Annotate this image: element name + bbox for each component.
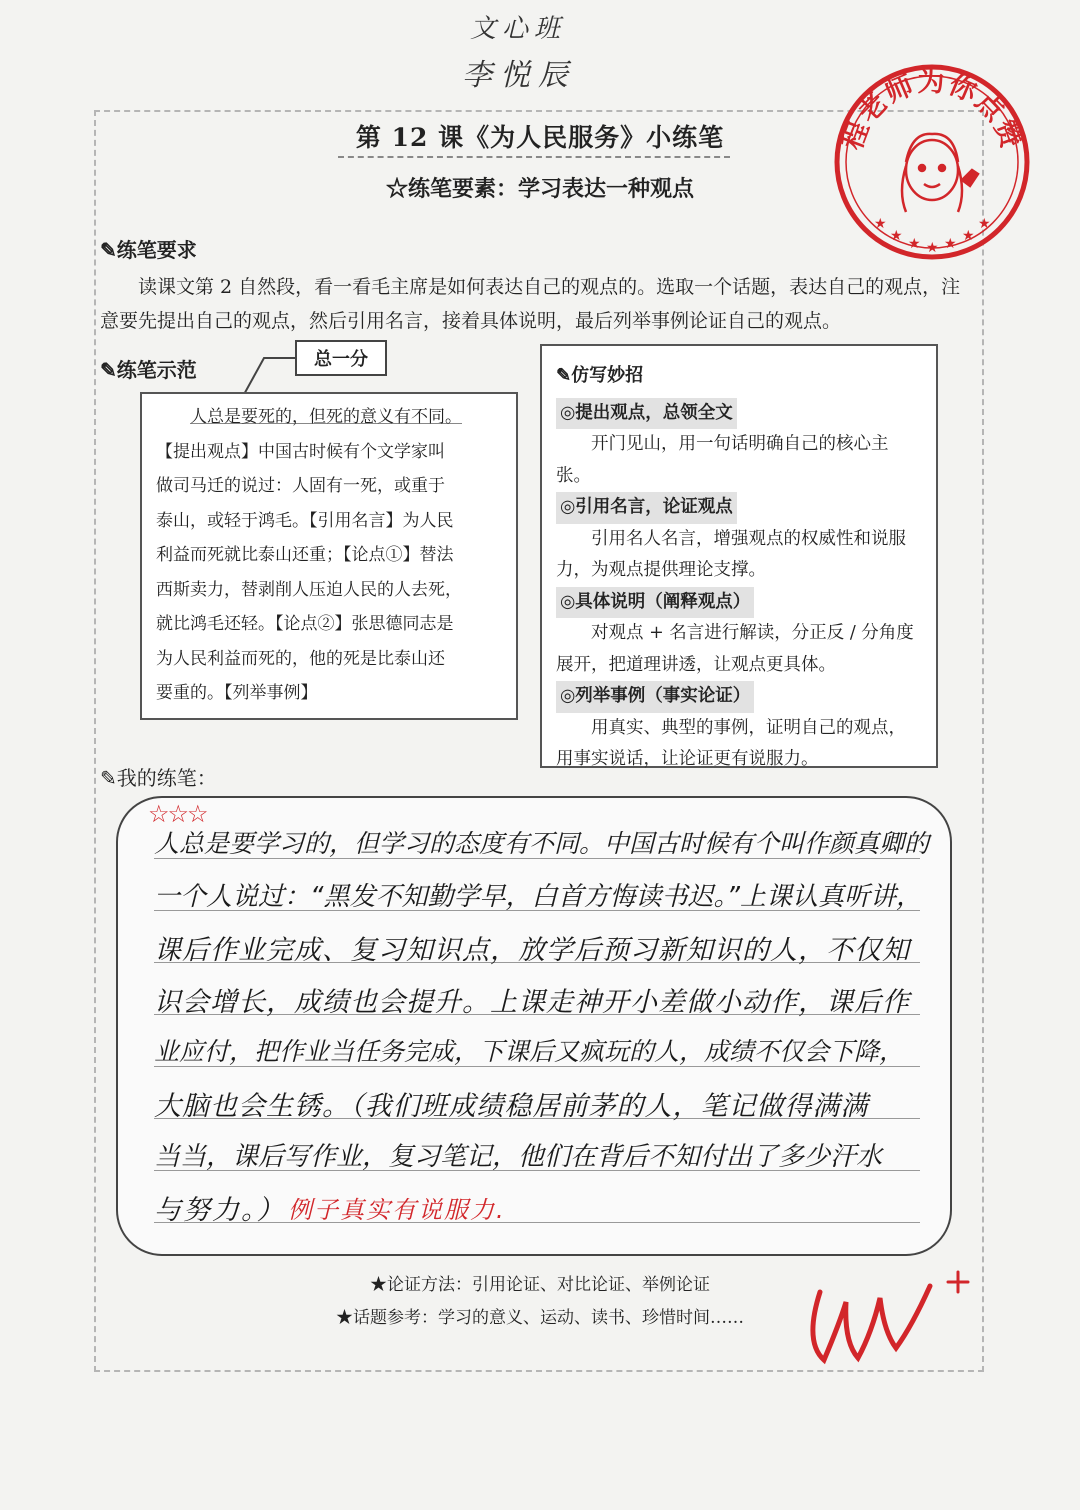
topic-reference: ★话题参考：学习的意义、运动、读书、珍惜时间…… — [336, 1308, 744, 1328]
handwritten-line: 业应付，把作业当任务完成，下课后又疯玩的人，成绩不仅会下降， — [154, 1037, 905, 1066]
student-name: 李悦辰 — [462, 58, 576, 93]
handwritten-line: 识会增长，成绩也会提升。上课走神开小差做小动作，课后作 — [154, 987, 910, 1018]
writing-box — [116, 796, 952, 1256]
teacher-comment: 例子真实有说服力. — [288, 1196, 506, 1224]
worksheet-title: 第 12 课《为人民服务》小练笔 — [355, 123, 725, 152]
sample-line: 【提出观点】中国古时候有个文学家叫 — [156, 441, 445, 462]
tip-body: 开门见山，用一句话明确自己的核心主张。 — [556, 434, 889, 486]
class-name: 文心班 — [470, 14, 567, 44]
sample-heading: ✎练笔示范 — [100, 358, 197, 382]
sample-line: 西斯卖力，替剥削人压迫人民的人去死， — [156, 579, 462, 600]
handwritten-line: 当当，课后写作业，复习笔记，他们在背后不知付出了多少汗水 — [154, 1142, 883, 1172]
handwritten-line: 大脑也会生锈。（我们班成绩稳居前茅的人，笔记做得满满 — [154, 1091, 869, 1122]
svg-text:★: ★ — [908, 236, 921, 252]
teacher-stars: ☆☆☆ — [148, 800, 207, 828]
svg-text:★: ★ — [890, 228, 903, 244]
tip-title: ◎提出观点，总领全文 — [556, 398, 737, 430]
tip-body: 引用名人名言，增强观点的权威性和说服力，为观点提供理论支撑。 — [556, 528, 906, 580]
praise-stamp — [832, 62, 1032, 262]
tip-title: ◎引用名言，论证观点 — [556, 492, 737, 524]
tip-title: ◎列举事例（事实论证） — [556, 681, 754, 713]
sample-line: 就比鸿毛还轻。【论点②】张思德同志是 — [156, 614, 454, 634]
structure-callout: 总一分 — [295, 340, 387, 376]
svg-text:★: ★ — [962, 228, 975, 244]
my-writing-heading: ✎我的练笔： — [100, 766, 217, 790]
tip-body: 对观点 + 名言进行解读，分正反 / 分角度展开，把道理讲透，让观点更具体。 — [556, 623, 914, 675]
tips-heading: ✎仿写妙招 — [556, 365, 644, 386]
svg-text:★: ★ — [874, 216, 887, 232]
sample-line: 为人民利益而死的，他的死是比泰山还 — [156, 648, 445, 669]
tip-body: 用真实、典型的事例，证明自己的观点，用事实说话，让论证更有说服力。 — [556, 717, 906, 769]
tip-title: ◎具体说明（阐释观点） — [556, 587, 754, 619]
handwritten-line: 课后作业完成、复习知识点，放学后预习新知识的人，不仅知 — [154, 935, 910, 966]
sample-line: 人总是要死的，但死的意义有不同。 — [190, 407, 462, 427]
sample-box — [140, 392, 518, 720]
worksheet-subtitle: ☆练笔要素：学习表达一种观点 — [385, 176, 694, 202]
requirements-heading: ✎练笔要求 — [100, 238, 197, 262]
grade-text — [800, 1262, 802, 1263]
argument-methods: ★论证方法：引用论证、对比论证、举例论证 — [370, 1275, 710, 1295]
svg-text:程老师为你点赞: 程老师为你点赞 — [837, 67, 1027, 154]
tips-box — [540, 344, 938, 768]
requirements-body: 读课文第 2 自然段，看一看毛主席是如何表达自己的观点的。选取一个话题，表达自己的观点，注意要先提出自己的观点，然后引用名言，接着具体说明，最后列举事例论证自己的观点。 — [100, 276, 961, 332]
svg-text:★: ★ — [944, 236, 957, 252]
svg-text:★: ★ — [926, 240, 939, 256]
sample-line: 利益而死就比泰山还重；【论点①】替法 — [156, 545, 454, 565]
handwritten-line: 人总是要学习的，但学习的态度有不同。中国古时候有个叫作颜真卿的 — [154, 829, 930, 858]
sample-line: 要重的。【列举事例】 — [156, 683, 318, 703]
svg-text:★: ★ — [978, 216, 991, 232]
handwritten-line: 与努力。） — [154, 1195, 286, 1226]
sample-line: 泰山，或轻于鸿毛。【引用名言】为人民 — [156, 510, 454, 531]
sample-line: 做司马迁的说过：人固有一死，或重于 — [156, 476, 445, 496]
title-underline — [338, 156, 730, 158]
handwritten-line: 一个人说过：“黑发不知勤学早，白首方悔读书迟。”上课认真听讲， — [154, 882, 922, 912]
grade-mark — [800, 1262, 990, 1372]
